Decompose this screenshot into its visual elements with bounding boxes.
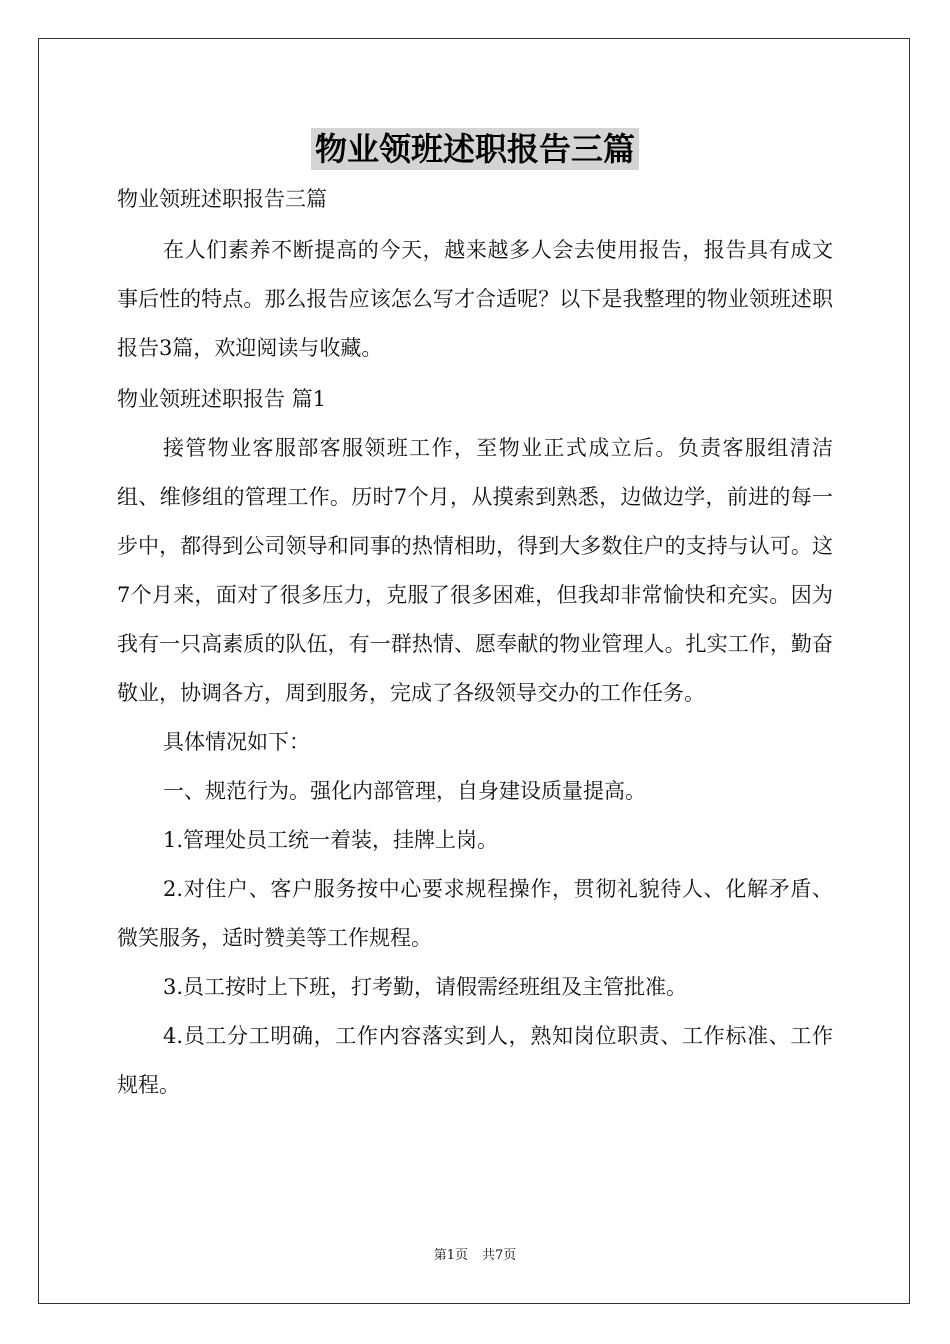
body-paragraph: 1.管理处员工统一着装，挂牌上岗。 <box>163 828 499 852</box>
section-body <box>117 424 833 1110</box>
document-subtitle: 物业领班述职报告三篇 <box>117 187 327 211</box>
body-paragraph: 2.对住户、客户服务按中心要求规程操作，贯彻礼貌待人、化解矛盾、微笑服务，适时赞美等工作规程。 <box>117 877 833 950</box>
section-heading: 物业领班述职报告 篇1 <box>117 387 327 411</box>
body-paragraph: 一、规范行为。强化内部管理，自身建设质量提高。 <box>163 779 646 803</box>
page-footer <box>0 1244 950 1263</box>
total-pages: 共7页 <box>482 1248 517 1263</box>
document-title: 物业领班述职报告三篇 <box>311 128 639 170</box>
body-paragraph: 接管物业客服部客服领班工作，至物业正式成立后。负责客服组清洁组、维修组的管理工作。历时7个月，从摸索到熟悉，边做边学，前进的每一步中，都得到公司领导和同事的热情相助，得到大多数住户的支持与认可。这7个月来，面对了很多压力，克服了很多困难，但我却非常愉快和充实。因为我有一只高素质的队伍，有一群热情、愿奉献的物业管理人。扎实工作，勤奋敬业，协调各方，周到服务，完成了各级领导交办的工作任务。 <box>117 436 833 705</box>
intro-paragraph: 在人们素养不断提高的今天，越来越多人会去使用报告，报告具有成文事后性的特点。那么报告应该怎么写才合适呢？以下是我整理的物业领班述职报告3篇，欢迎阅读与收藏。 <box>117 238 833 360</box>
page-number: 第1页 <box>433 1248 468 1263</box>
body-paragraph: 4.员工分工明确，工作内容落实到人，熟知岗位职责、工作标准、工作规程。 <box>117 1024 833 1097</box>
body-paragraph: 3.员工按时上下班，打考勤，请假需经班组及主管批准。 <box>163 975 688 999</box>
body-paragraph: 具体情况如下： <box>163 730 310 754</box>
title-container <box>0 128 950 170</box>
